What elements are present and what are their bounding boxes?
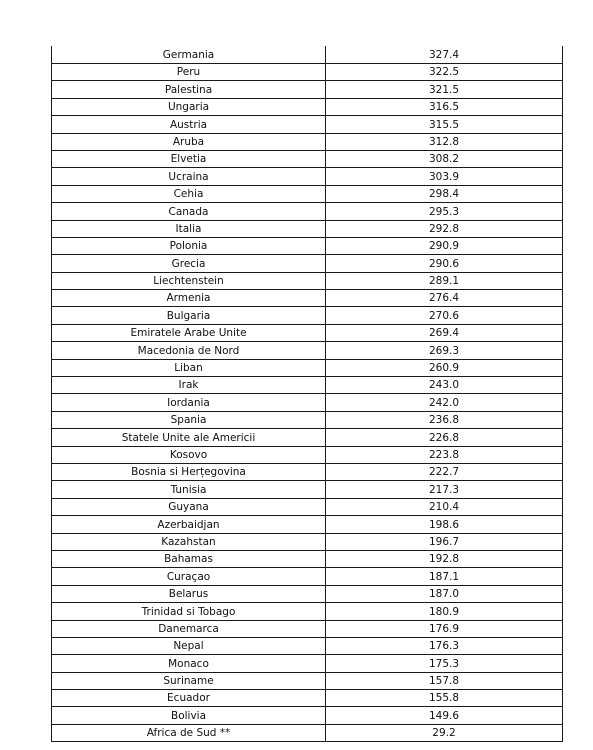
country-cell: Emiratele Arabe Unite [52, 324, 326, 341]
table-row [52, 64, 563, 81]
table-row [52, 133, 563, 150]
table-row [52, 463, 563, 480]
table-row [52, 290, 563, 307]
table-row [52, 585, 563, 602]
value-cell: 198.6 [326, 516, 563, 533]
country-cell: Kazahstan [52, 533, 326, 550]
value-cell: 260.9 [326, 359, 563, 376]
country-cell: Curaçao [52, 568, 326, 585]
value-cell: 157.8 [326, 672, 563, 689]
value-cell: 292.8 [326, 220, 563, 237]
table-row [52, 255, 563, 272]
country-cell: Suriname [52, 672, 326, 689]
country-cell: Palestina [52, 81, 326, 98]
table-row [52, 603, 563, 620]
table-row [52, 98, 563, 115]
table-row [52, 168, 563, 185]
country-cell: Azerbaidjan [52, 516, 326, 533]
value-cell: 295.3 [326, 203, 563, 220]
country-cell: Irak [52, 377, 326, 394]
value-cell: 322.5 [326, 64, 563, 81]
value-cell: 303.9 [326, 168, 563, 185]
country-cell: Bulgaria [52, 307, 326, 324]
table-row [52, 394, 563, 411]
value-cell: 290.9 [326, 237, 563, 254]
value-cell: 269.4 [326, 324, 563, 341]
table-row [52, 237, 563, 254]
country-cell: Grecia [52, 255, 326, 272]
country-cell: Bosnia si Herțegovina [52, 463, 326, 480]
country-cell: Polonia [52, 237, 326, 254]
value-cell: 321.5 [326, 81, 563, 98]
value-cell: 308.2 [326, 150, 563, 167]
country-cell: Austria [52, 116, 326, 133]
table-row [52, 185, 563, 202]
country-cell: Armenia [52, 290, 326, 307]
country-cell: Guyana [52, 498, 326, 515]
value-cell: 187.0 [326, 585, 563, 602]
country-cell: Peru [52, 64, 326, 81]
table-row [52, 690, 563, 707]
value-cell: 149.6 [326, 707, 563, 724]
value-cell: 312.8 [326, 133, 563, 150]
table-row [52, 446, 563, 463]
value-cell: 243.0 [326, 377, 563, 394]
value-cell: 180.9 [326, 603, 563, 620]
table-row [52, 550, 563, 567]
country-values-table [51, 46, 563, 742]
value-cell: 223.8 [326, 446, 563, 463]
value-cell: 29.2 [326, 724, 563, 741]
country-cell: Germania [52, 46, 326, 64]
table-row [52, 46, 563, 64]
value-cell: 210.4 [326, 498, 563, 515]
table-row [52, 672, 563, 689]
table-row [52, 498, 563, 515]
country-cell: Africa de Sud ** [52, 724, 326, 741]
country-cell: Macedonia de Nord [52, 342, 326, 359]
value-cell: 269.3 [326, 342, 563, 359]
country-cell: Ucraina [52, 168, 326, 185]
value-cell: 290.6 [326, 255, 563, 272]
table-row [52, 481, 563, 498]
country-cell: Ungaria [52, 98, 326, 115]
country-cell: Aruba [52, 133, 326, 150]
value-cell: 236.8 [326, 411, 563, 428]
table-row [52, 307, 563, 324]
country-cell: Spania [52, 411, 326, 428]
table-row [52, 342, 563, 359]
value-cell: 187.1 [326, 568, 563, 585]
table-row [52, 324, 563, 341]
value-cell: 289.1 [326, 272, 563, 289]
table-row [52, 377, 563, 394]
country-cell: Statele Unite ale Americii [52, 429, 326, 446]
table-row [52, 724, 563, 741]
table-row [52, 533, 563, 550]
table-row [52, 707, 563, 724]
value-cell: 196.7 [326, 533, 563, 550]
value-cell: 242.0 [326, 394, 563, 411]
value-cell: 155.8 [326, 690, 563, 707]
value-cell: 276.4 [326, 290, 563, 307]
table-row [52, 429, 563, 446]
country-cell: Monaco [52, 655, 326, 672]
table-row [52, 655, 563, 672]
value-cell: 327.4 [326, 46, 563, 64]
country-cell: Nepal [52, 637, 326, 654]
country-cell: Liban [52, 359, 326, 376]
value-cell: 315.5 [326, 116, 563, 133]
value-cell: 176.3 [326, 637, 563, 654]
table-body [52, 46, 563, 742]
value-cell: 222.7 [326, 463, 563, 480]
country-cell: Belarus [52, 585, 326, 602]
country-cell: Italia [52, 220, 326, 237]
country-cell: Trinidad si Tobago [52, 603, 326, 620]
value-cell: 176.9 [326, 620, 563, 637]
country-cell: Ecuador [52, 690, 326, 707]
table-row [52, 637, 563, 654]
table-row [52, 620, 563, 637]
country-cell: Bahamas [52, 550, 326, 567]
value-cell: 270.6 [326, 307, 563, 324]
table-row [52, 116, 563, 133]
country-cell: Liechtenstein [52, 272, 326, 289]
value-cell: 175.3 [326, 655, 563, 672]
country-cell: Iordania [52, 394, 326, 411]
country-cell: Tunisia [52, 481, 326, 498]
value-cell: 298.4 [326, 185, 563, 202]
country-cell: Canada [52, 203, 326, 220]
value-cell: 217.3 [326, 481, 563, 498]
value-cell: 316.5 [326, 98, 563, 115]
value-cell: 192.8 [326, 550, 563, 567]
table-row [52, 411, 563, 428]
country-cell: Cehia [52, 185, 326, 202]
table-row [52, 150, 563, 167]
table-row [52, 359, 563, 376]
country-cell: Danemarca [52, 620, 326, 637]
table-row [52, 272, 563, 289]
country-cell: Elvetia [52, 150, 326, 167]
table-row [52, 516, 563, 533]
table-row [52, 203, 563, 220]
value-cell: 226.8 [326, 429, 563, 446]
table-row [52, 568, 563, 585]
country-cell: Bolivia [52, 707, 326, 724]
country-cell: Kosovo [52, 446, 326, 463]
table-row [52, 81, 563, 98]
table-row [52, 220, 563, 237]
